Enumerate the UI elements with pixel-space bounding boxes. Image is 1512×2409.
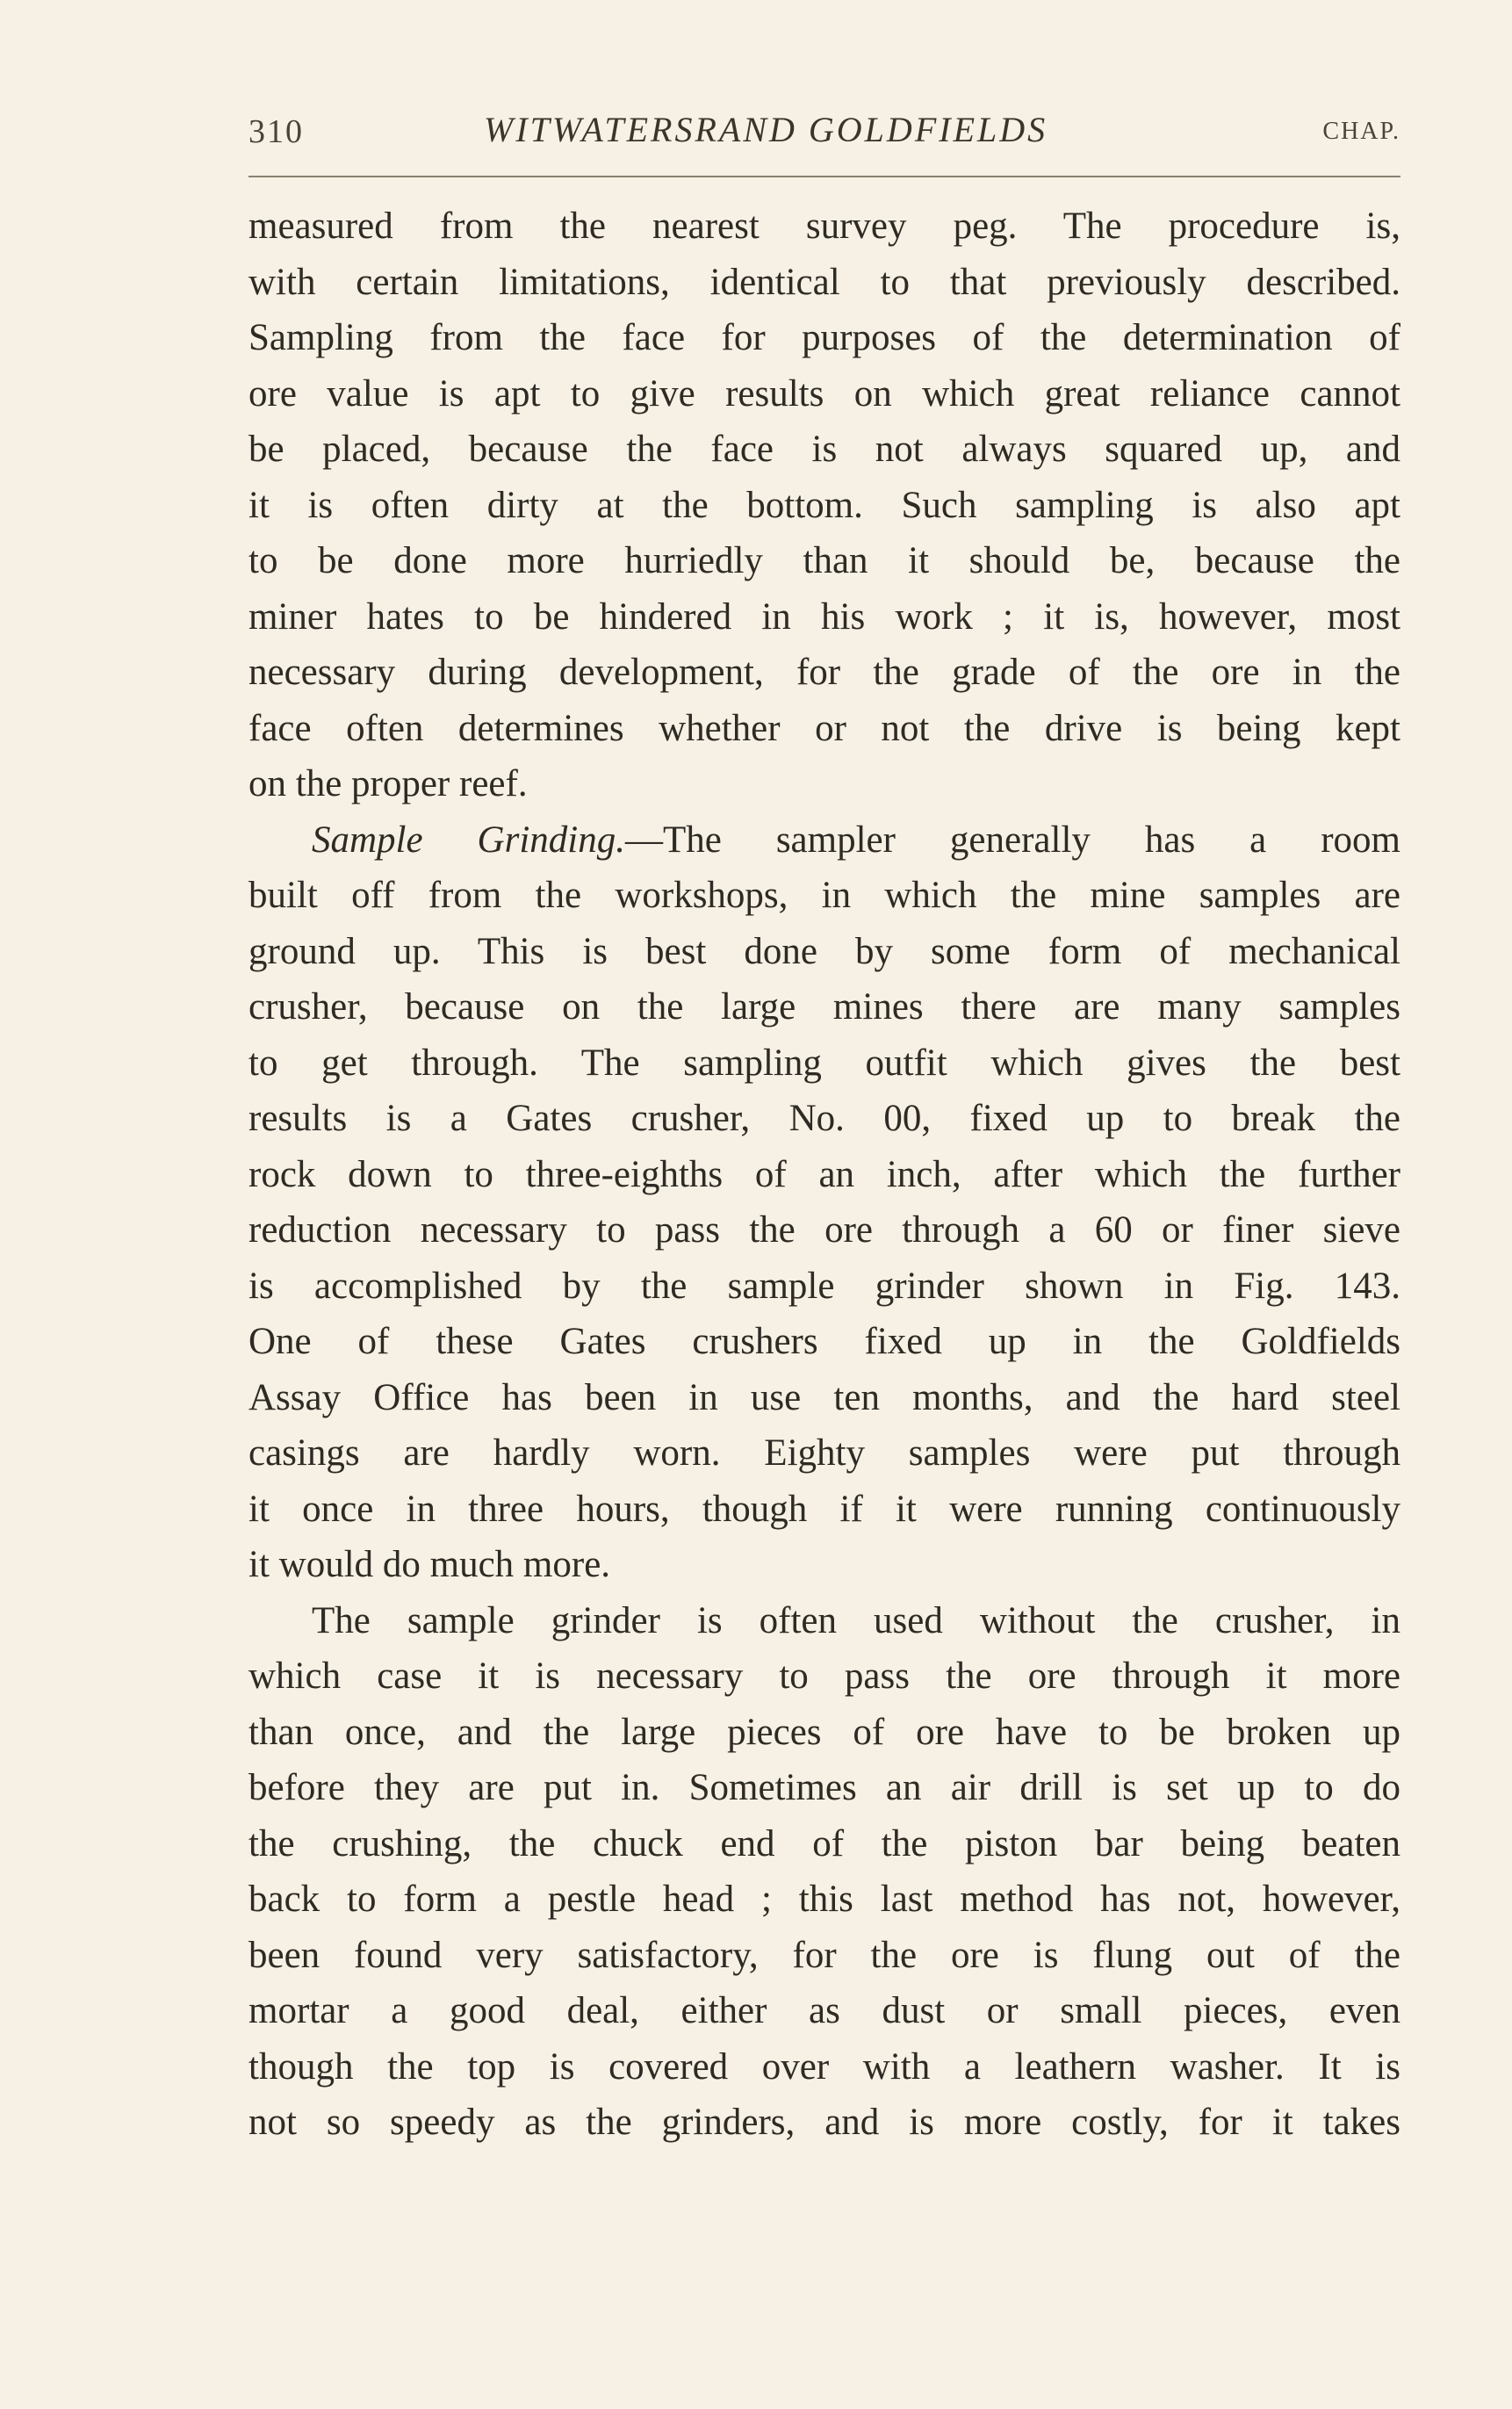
text-line bbox=[248, 812, 1400, 869]
text-line: though the top is covered over with a leathern washer. It is bbox=[248, 2045, 1400, 2088]
text-line: been found very satisfactory, for the ore is flung out of the bbox=[248, 1934, 1400, 1976]
heading-continuation: —The sampler generally has a room bbox=[625, 819, 1400, 861]
page-header bbox=[248, 112, 1400, 162]
text-line: ore value is apt to give results on which great reliance cannot bbox=[248, 372, 1400, 415]
text-line: not so speedy as the grinders, and is more costly, for it takes bbox=[248, 2102, 1400, 2143]
paragraph-1 bbox=[248, 198, 1400, 812]
text-line: it once in three hours, though if it were running continuously bbox=[248, 1488, 1400, 1530]
text-line: built off from the workshops, in which the mine samples are bbox=[248, 875, 1400, 916]
text-line: face often determines whether or not the drive is being kept bbox=[248, 707, 1400, 749]
text-line: with certain limitations, identical to that previously described. bbox=[248, 261, 1400, 303]
text-line: than once, and the large pieces of ore have to be broken up bbox=[248, 1711, 1400, 1753]
text-line: to be done more hurriedly than it should be, because the bbox=[248, 540, 1400, 581]
text-line: ground up. This is best done by some form of mechanical bbox=[248, 930, 1400, 972]
text-line: The sample grinder is often used without the crusher, in bbox=[312, 1599, 1400, 1641]
text-line: results is a Gates crusher, No. 00, fixed up to break the bbox=[248, 1098, 1400, 1139]
text-line: which case it is necessary to pass the ore through it more bbox=[248, 1655, 1400, 1697]
paragraph-3 bbox=[248, 1593, 1400, 2151]
text-line: it is often dirty at the bottom. Such sampling is also apt bbox=[248, 484, 1400, 526]
text-line: on the proper reef. bbox=[248, 763, 528, 804]
chapter-mark: CHAP. bbox=[1322, 118, 1400, 145]
text-line: necessary during development, for the grade of the ore in the bbox=[248, 652, 1400, 693]
text-line: crusher, because on the large mines there are many samples bbox=[248, 986, 1400, 1028]
text-line: rock down to three-eighths of an inch, after which the further bbox=[248, 1153, 1400, 1195]
text-line: Sampling from the face for purposes of the determination of bbox=[248, 317, 1400, 358]
text-line: it would do much more. bbox=[248, 1544, 611, 1585]
running-title: WITWATERSRAND GOLDFIELDS bbox=[484, 110, 1048, 149]
header-rule bbox=[248, 176, 1400, 177]
text-line: casings are hardly worn. Eighty samples were put through bbox=[248, 1432, 1400, 1474]
paragraph-2 bbox=[248, 812, 1400, 1593]
text-line: measured from the nearest survey peg. The procedure is, bbox=[248, 206, 1400, 247]
text-line: back to form a pestle head ; this last method has not, however, bbox=[248, 1879, 1400, 1920]
text-line: reduction necessary to pass the ore through a 60 or finer sieve bbox=[248, 1209, 1400, 1251]
text-line: to get through. The sampling outfit which gives the best bbox=[248, 1042, 1400, 1084]
text-line: the crushing, the chuck end of the piston bar being beaten bbox=[248, 1822, 1400, 1864]
text-line: miner hates to be hindered in his work ; it is, however, most bbox=[248, 595, 1400, 638]
text-line: Assay Office has been in use ten months, and the hard steel bbox=[248, 1376, 1400, 1418]
text-line: mortar a good deal, either as dust or small pieces, even bbox=[248, 1990, 1400, 2031]
text-line: One of these Gates crushers fixed up in the Goldfields bbox=[248, 1321, 1400, 1362]
section-heading: Sample Grinding. bbox=[312, 819, 625, 861]
text-line: is accomplished by the sample grinder shown in Fig. 143. bbox=[248, 1265, 1400, 1307]
text-line: before they are put in. Sometimes an air drill is set up to do bbox=[248, 1767, 1400, 1808]
text-line: be placed, because the face is not always squared up, and bbox=[248, 429, 1400, 470]
body-text bbox=[248, 198, 1400, 2151]
page-number: 310 bbox=[248, 113, 304, 150]
